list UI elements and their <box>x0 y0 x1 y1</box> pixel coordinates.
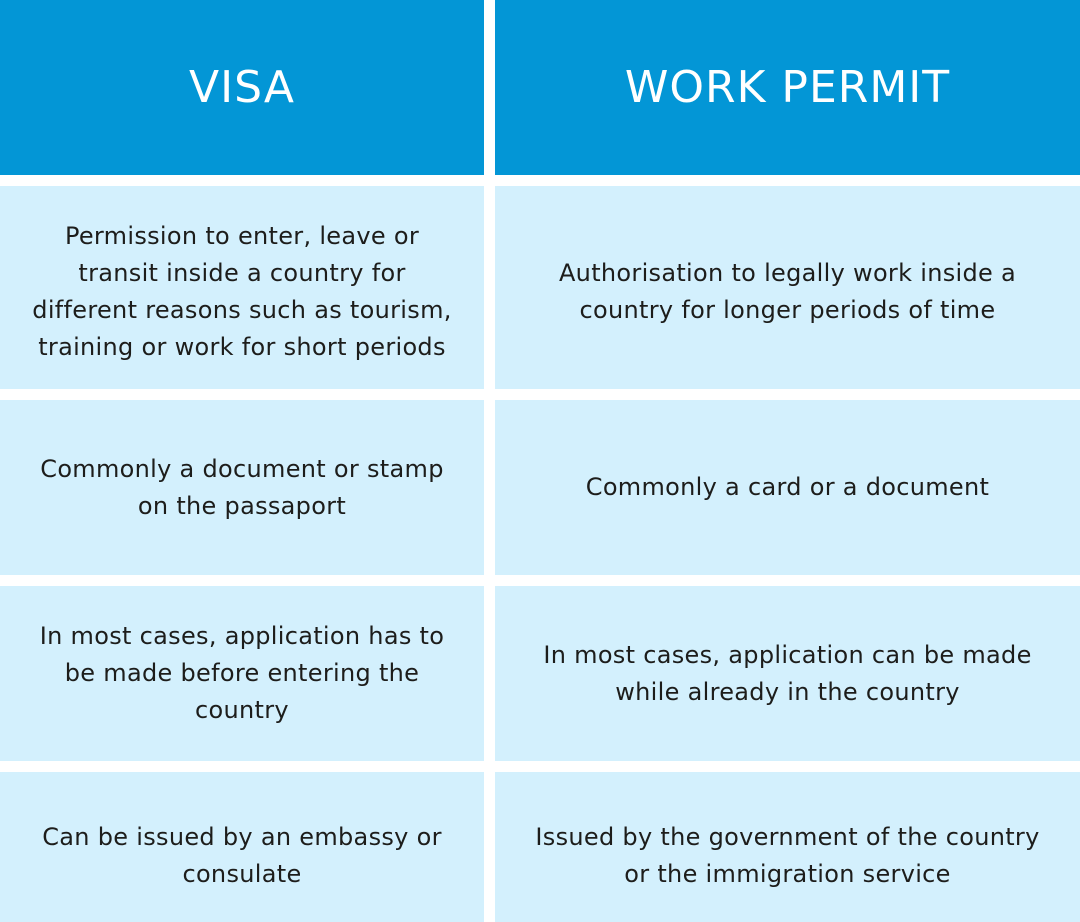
cell-visa-application <box>0 586 484 761</box>
cell-visa-form <box>0 400 484 575</box>
header-work-permit: WORK PERMIT <box>495 0 1080 175</box>
cell-work-permit-application <box>495 586 1080 761</box>
cell-text: In most cases, application can be made while already in the country <box>543 640 1032 706</box>
cell-text: Commonly a card or a document <box>585 473 990 501</box>
cell-text: Permission to enter, leave or transit inside a country for different reasons such as tourism, training or work for short periods <box>32 221 452 361</box>
cell-text: Can be issued by an embassy or consulate <box>42 823 442 888</box>
cell-work-permit-definition <box>495 186 1080 389</box>
cell-visa-definition <box>0 186 484 389</box>
cell-text: Authorisation to legally work inside a country for longer periods of time <box>558 258 1017 324</box>
cell-text: Commonly a document or stamp on the passaport <box>40 454 444 520</box>
cell-work-permit-form <box>495 400 1080 575</box>
cell-text: Issued by the government of the country or the immigration service <box>535 823 1040 888</box>
cell-text: In most cases, application has to be made before entering the country <box>39 622 445 724</box>
cell-visa-issuer <box>0 772 484 922</box>
header-visa: VISA <box>0 0 484 175</box>
cell-work-permit-issuer <box>495 772 1080 922</box>
